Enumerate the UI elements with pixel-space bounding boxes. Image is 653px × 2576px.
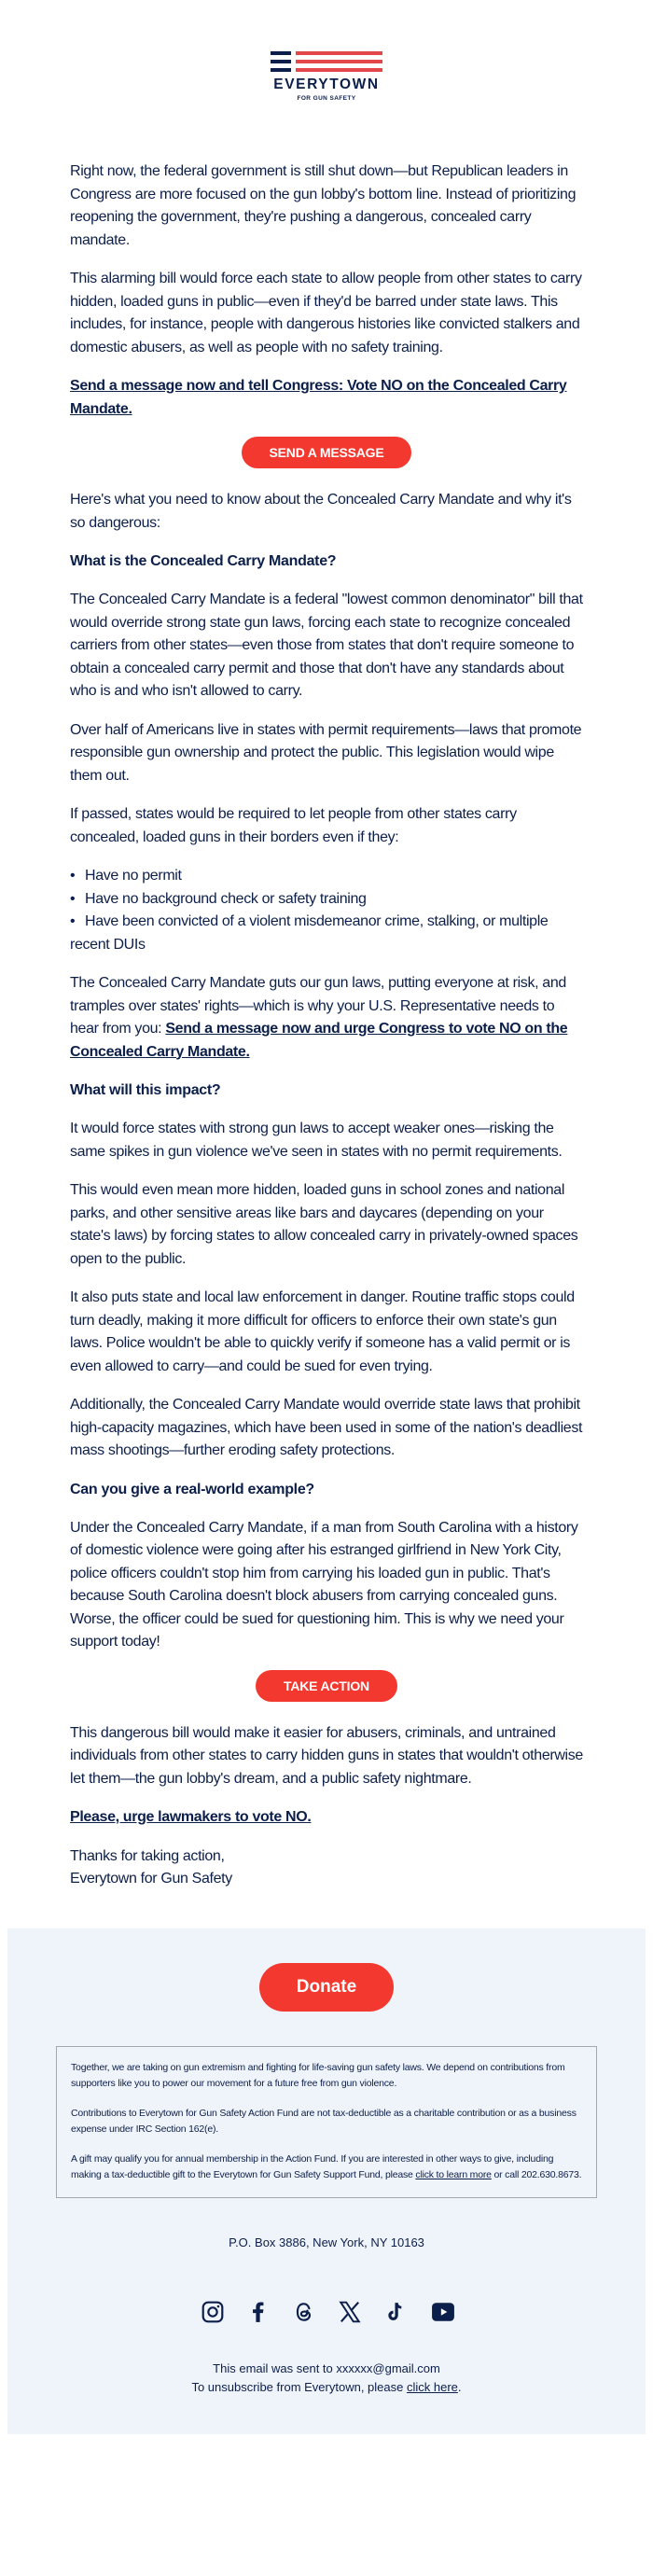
conditions-list — [70, 865, 583, 956]
list-item: • Have no background check or safety training — [70, 890, 367, 907]
email-header — [0, 0, 653, 160]
take-action-button[interactable]: TAKE ACTION — [256, 1670, 397, 1702]
send-message-button[interactable]: SEND A MESSAGE — [242, 437, 412, 468]
disclaimer-box — [56, 2046, 597, 2198]
unsubscribe-link[interactable]: click here — [406, 2379, 458, 2394]
paragraph: Under the Concealed Carry Mandate, if a man from South Carolina with a history of domestic violence were going after his estranged girlfriend in New York City, police officers couldn't stop him from carrying his loaded gun in public. That's because South Carolina doesn't block abusers from carrying concealed guns. Worse, the officer could be sued for questioning him. This is why we need your support today! — [70, 1519, 578, 1650]
logo-stripes — [271, 51, 382, 72]
youtube-icon[interactable] — [429, 2300, 453, 2324]
email-body — [0, 160, 653, 1891]
x-icon[interactable] — [338, 2300, 362, 2324]
paragraph: This dangerous bill would make it easier for abusers, criminals, and untrained individuals from other states to carry hidden guns in states that wouldn't otherwise let them—the gun lobby's dream, and a public safety nightmare. — [70, 1724, 583, 1787]
urge-lawmakers-link[interactable]: Please, urge lawmakers to vote NO. — [70, 1809, 312, 1825]
disclaimer-text: A gift may qualify you for annual membership in the Action Fund. If you are interested in other ways to give, including making a tax-deductible gift to the Everytown for Gun Safety Support Fund, please click to learn more or call 202.630.8673. — [71, 2152, 582, 2180]
signoff: Thanks for taking action, Everytown for Gun Safety — [70, 1847, 232, 1887]
paragraph: Here's what you need to know about the Concealed Carry Mandate and why it's so dangerous: — [70, 492, 572, 531]
mailing-address: P.O. Box 3886, New York, NY 10163 — [229, 2235, 424, 2249]
paragraph: The Concealed Carry Mandate is a federal "lowest common denominator" bill that would override strong state gun laws, forcing each state to recognize concealed carriers from other states—even those from states that don't require someone to obtain a concealed carry permit and those that don't have any standards about who is and who isn't allowed to carry. — [70, 592, 583, 699]
recipient-notice: This email was sent to xxxxxx@gmail.com To unsubscribe from Everytown, please click here. — [191, 2360, 462, 2394]
tiktok-icon[interactable] — [383, 2300, 408, 2324]
paragraph: This would even mean more hidden, loaded guns in school zones and national parks, and other sensitive areas like bars and daycares (depending on your state's laws) by forcing states to allow concealed carry in privately-owned spaces open to the public. — [70, 1182, 578, 1267]
urge-congress-link[interactable]: Send a message now and urge Congress to vote NO on the Concealed Carry Mandate. — [70, 1021, 568, 1060]
instagram-icon[interactable] — [201, 2300, 225, 2324]
donate-button[interactable]: Donate — [259, 1963, 394, 2012]
disclaimer-text: Contributions to Everytown for Gun Safety Action Fund are not tax-deductible as a charitable contribution or as a business expense under IRC Section 162(e). — [71, 2107, 577, 2135]
send-message-link[interactable]: Send a message now and tell Congress: Vote NO on the Concealed Carry Mandate. — [70, 378, 567, 417]
paragraph: Additionally, the Concealed Carry Mandate would override state laws that prohibit high-capacity magazines, which have been used in some of the nation's deadliest mass shootings—further eroding safety protections. — [70, 1397, 583, 1458]
section-heading: What is the Concealed Carry Mandate? — [70, 553, 337, 569]
section-heading: What will this impact? — [70, 1082, 221, 1098]
disclaimer-text: Together, we are taking on gun extremism and fighting for life-saving gun safety laws. We depend on contributions from supporters like you to power our movement for a future free from gun violence. — [71, 2061, 565, 2089]
logo-wordmark: EVERYTOWN — [273, 77, 380, 92]
paragraph: This alarming bill would force each state to allow people from other states to carry hidden, loaded guns in public—even if they'd be barred under state laws. This includes, for instance, people with dangerous histories like convicted stalkers and domestic abusers, as well as people with no safety training. — [70, 271, 582, 355]
threads-icon[interactable] — [292, 2300, 316, 2324]
email-footer — [7, 1929, 646, 2434]
logo-tagline: FOR GUN SAFETY — [297, 95, 356, 102]
learn-more-link[interactable]: click to learn more — [415, 2169, 492, 2180]
paragraph: It would force states with strong gun laws to accept weaker ones—risking the same spikes in gun violence we've seen in states with no permit requirements. — [70, 1121, 563, 1160]
list-item: • Have been convicted of a violent misdemeanor crime, stalking, or multiple recent DUIs — [70, 913, 549, 953]
facebook-icon[interactable] — [246, 2300, 271, 2324]
everytown-logo[interactable] — [271, 51, 382, 104]
paragraph: Over half of Americans live in states with permit requirements—laws that promote responsible gun ownership and protect the public. This legislation would wipe them out. — [70, 721, 582, 784]
section-heading: Can you give a real-world example? — [70, 1481, 314, 1497]
social-links — [7, 2300, 646, 2324]
list-item: • Have no permit — [70, 868, 182, 884]
paragraph: The Concealed Carry Mandate guts our gun laws, putting everyone at risk, and tramples over states' rights—which is why your U.S. Representative needs to hear from you: Send a message now and urge Congress to vote NO on the Concealed Carry Mandate. — [70, 975, 568, 1060]
intro-paragraph: Right now, the federal government is still shut down—but Republican leaders in Congress are more focused on the gun lobby's bottom line. Instead of prioritizing reopening the government, they're pushing a dangerous, concealed carry mandate. — [70, 163, 577, 248]
paragraph: If passed, states would be required to let people from other states carry concealed, loaded guns in their borders even if they: — [70, 806, 517, 845]
paragraph: It also puts state and local law enforcement in danger. Routine traffic stops could turn deadly, making it more difficult for officers to enforce their own state's gun laws. Police wouldn't be able to quickly verify if someone has a valid permit or is even allowed to carry—and could be sued for even trying. — [70, 1289, 575, 1374]
